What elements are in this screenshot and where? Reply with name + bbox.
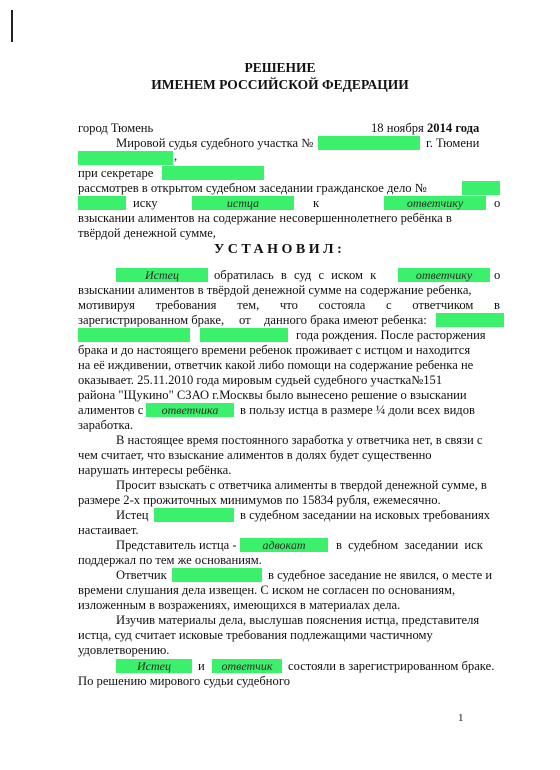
- redacted-child-name: [78, 328, 190, 342]
- redacted-child-name: [436, 313, 504, 327]
- p1-line-10a: алиментов с: [78, 403, 144, 417]
- defendant-label: ответчик: [212, 659, 282, 673]
- plaintiff-label: Истец: [116, 268, 208, 282]
- p1-line-1-end: о: [494, 268, 501, 282]
- page-number: 1: [458, 712, 464, 724]
- p1-line-1: обратилась в суд с иском к: [214, 268, 377, 282]
- p8-line-1-end: состояли в зарегистрированном браке.: [288, 659, 495, 673]
- p2-line-3: нарушать интересы ребёнка.: [78, 463, 232, 477]
- p6-line-3: изложенным в возражениях, имеющихся в материалах дела.: [78, 598, 401, 612]
- redacted-judge-name: [78, 151, 173, 165]
- p1-line-2: взыскании алиментов в твёрдой денежной сумме на содержание ребенка,: [78, 283, 472, 297]
- k: к: [313, 196, 320, 210]
- p4-line-1a: Истец: [116, 508, 149, 522]
- decision-date: 18 ноября 2014 года: [371, 121, 480, 135]
- redacted-plaintiff: [154, 508, 234, 522]
- redacted-case-detail: [78, 196, 126, 210]
- secretary-line: при секретаре: [78, 166, 154, 180]
- p6-line-2: времени слушания дела извещен. С иском не согласен по основаниям,: [78, 583, 456, 597]
- p1-line-6: брака и до настоящего времени ребенок проживает с истцом и находится: [78, 343, 471, 357]
- p8-line-2: По решению мирового судьи судебного: [78, 674, 290, 688]
- p2-line-2: чем считает, что взыскание алиментов в долях будет существенно: [78, 448, 432, 462]
- p8-line-1-mid: и: [198, 659, 205, 673]
- p1-line-4b: от: [239, 313, 251, 327]
- p3-line-1: Просит взыскать с ответчика алименты в твердой денежной сумме, в: [116, 478, 487, 492]
- subject-line-1: взыскании алиментов на содержание несовершеннолетнего ребёнка в: [78, 211, 452, 225]
- ustanovil-heading: УСТАНОВИЛ:: [214, 242, 346, 257]
- p1-line-7: на её иждивении, ответчик какой либо помощи на содержание ребенка не: [78, 358, 474, 372]
- comma: ,: [174, 149, 178, 163]
- p1-line-11: заработка.: [78, 418, 134, 432]
- p1-line-10b: в пользу истца в размере ¼ доли всех видов: [240, 403, 475, 417]
- defendant-label: ответчика: [146, 403, 234, 417]
- p5-line-1a: Представитель истца -: [116, 538, 237, 552]
- p6-line-1a: Ответчик: [116, 568, 167, 582]
- p5-line-2: поддержал по тем же основаниям.: [78, 553, 262, 567]
- p5-line-1b: в судебном заседании иск: [336, 538, 483, 552]
- p1-line-9: района "Щукино" СЗАО г.Москвы было вынесено решение о взыскании: [78, 388, 467, 402]
- advocate-label: адвокат: [240, 538, 328, 552]
- p1-line-4a: зарегистрированном браке,: [78, 313, 225, 327]
- redacted-defendant: [172, 568, 262, 582]
- redacted-court-number: [318, 136, 420, 150]
- isku: иску: [133, 196, 158, 210]
- subject-line-2: твёрдой денежной сумме,: [78, 226, 216, 240]
- judge-city: г. Тюмени: [426, 136, 480, 150]
- city: город Тюмень: [78, 121, 154, 135]
- defendant-label: ответчику: [384, 196, 486, 210]
- p1-line-3: мотивируя требования тем, что состояла с ответчиком в: [78, 298, 500, 312]
- p1-line-5: года рождения. После расторжения: [296, 328, 486, 342]
- p1-line-8: оказывает. 25.11.2010 года мировым судьей судебного участка№151: [78, 373, 443, 387]
- p7-line-1: Изучив материалы дела, выслушав пояснения истца, представителя: [116, 613, 480, 627]
- redacted-case-number: [462, 181, 500, 195]
- plaintiff-label: Истец: [116, 659, 192, 673]
- p1-line-4c: данного брака имеют ребенка:: [264, 313, 427, 327]
- redacted-secretary: [162, 166, 264, 180]
- p4-line-1b: в судебном заседании на исковых требованиях: [240, 508, 491, 522]
- page-title: РЕШЕНИЕ: [244, 60, 316, 75]
- p6-line-1b: в судебное заседание не явился, о месте и: [268, 568, 493, 582]
- p7-line-3: удовлетворению.: [78, 643, 170, 657]
- p3-line-2: размере 2-х прожиточных минимумов по 15834 рубля, ежемесячно.: [78, 493, 441, 507]
- p4-line-2: настаивает.: [78, 523, 139, 537]
- review-line: рассмотрев в открытом судебном заседании гражданское дело №: [78, 181, 427, 195]
- binder-mark: [11, 10, 13, 42]
- page-subtitle: ИМЕНЕМ РОССИЙСКОЙ ФЕДЕРАЦИИ: [151, 77, 409, 92]
- p2-line-1: В настоящее время постоянного заработка у ответчика нет, в связи с: [116, 433, 483, 447]
- redacted-birth-date: [200, 328, 288, 342]
- defendant-label: ответчику: [398, 268, 490, 282]
- o: о: [494, 196, 501, 210]
- judge-line: Мировой судья судебного участка №: [116, 136, 314, 150]
- plaintiff-label: истца: [192, 196, 294, 210]
- p7-line-2: истца, суд считает исковые требования подлежащими частичному: [78, 628, 433, 642]
